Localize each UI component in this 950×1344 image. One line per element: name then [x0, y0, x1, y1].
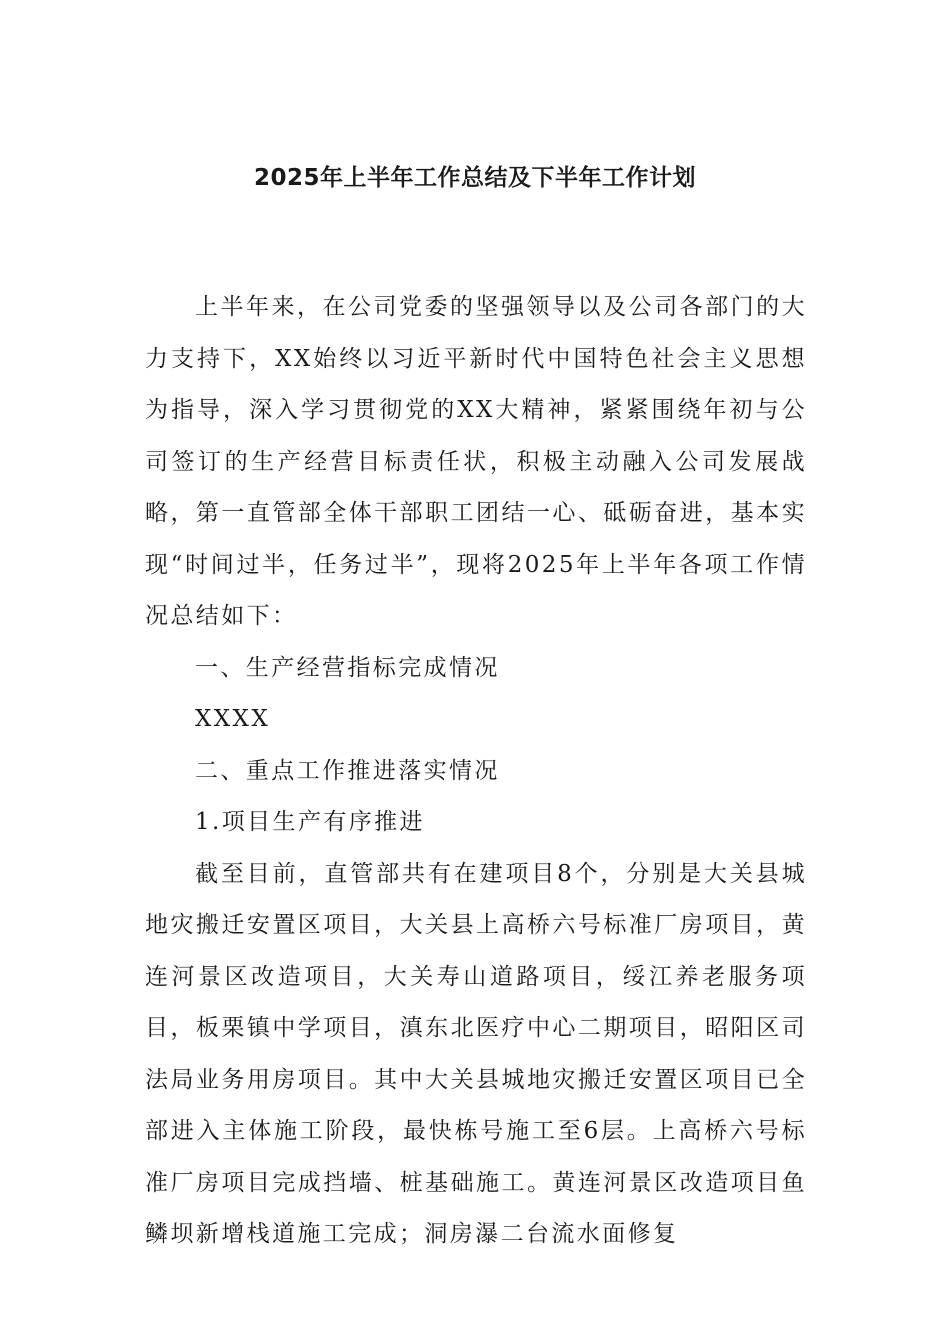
section-heading-production-indicators: 一、生产经营指标完成情况	[195, 654, 500, 681]
placeholder-paragraph: XXXX	[195, 706, 271, 732]
project-status-paragraph: 截至目前，直管部共有在建项目8个，分别是大关县城地灾搬迁安置区项目，大关县上高桥六号标准厂房项目，黄连河景区改造项目，大关寿山道路项目，绥江养老服务项目，板栗镇中学项目，滇东北医疗中心二期项目，昭阳区司法局业务用房项目。其中大关县城地灾搬迁安置区项目已全部进入主体施工阶段，最快栋号施工至6层。上高桥六号标准厂房项目完成挡墙、桩基础施工。黄连河景区改造项目鱼鳞坝新增栈道施工完成；洞房瀑二台流水面修复	[145, 860, 807, 1247]
section-heading-key-work: 二、重点工作推进落实情况	[195, 757, 500, 784]
subsection-heading-project-production: 1.项目生产有序推进	[195, 809, 425, 835]
intro-paragraph: 上半年来，在公司党委的坚强领导以及公司各部门的大力支持下，XX始终以习近平新时代中国特色社会主义思想为指导，深入学习贯彻党的XX大精神，紧紧围绕年初与公司签订的生产经营目标责任状，积极主动融入公司发展战略，第一直管部全体干部职工团结一心、砥砺奋进，基本实现“时间过半，任务过半”，现将2025年上半年各项工作情况总结如下：	[145, 294, 807, 629]
document-body	[145, 282, 807, 1261]
document-title: 2025年上半年工作总结及下半年工作计划	[253, 165, 696, 191]
